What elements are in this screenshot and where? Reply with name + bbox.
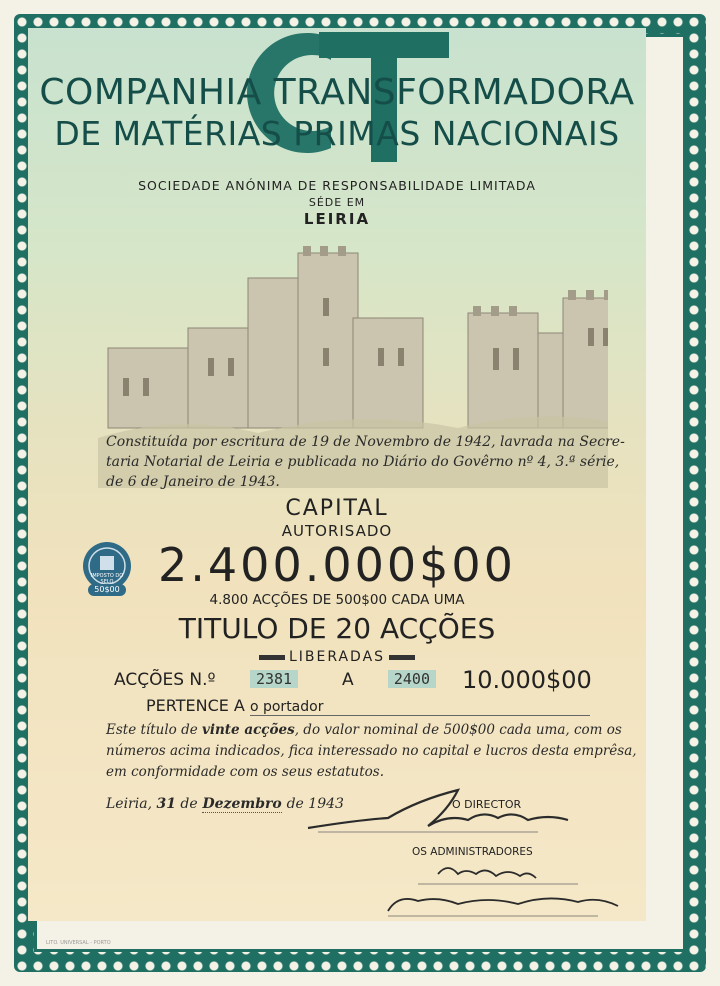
shares-value: 10.000$00: [462, 666, 592, 694]
shares-from: 2381: [250, 670, 298, 688]
title-main: TITULO DE 20 ACÇÕES: [178, 612, 496, 645]
shares-description: 4.800 ACÇÕES DE 500$00 CADA UMA: [209, 592, 465, 608]
date-place: Leiria,: [106, 796, 153, 812]
stamp-value: 50$00: [94, 585, 120, 594]
date-de2: de: [286, 796, 304, 812]
seat-label: SÉDE EM: [308, 196, 366, 209]
shares-to: 2400: [388, 670, 436, 688]
title-sub-row: [28, 649, 646, 665]
clause-line1-bold: vinte acções: [202, 722, 295, 738]
capital-label: CAPITAL: [285, 496, 389, 521]
owner-name: o portador: [250, 699, 590, 716]
legal-form: SOCIEDADE ANÓNIMA DE RESPONSABILIDADE LIMITADA: [138, 178, 536, 193]
company-name-line1: COMPANHIA TRANSFORMADORA: [39, 72, 635, 113]
administrators-label: OS ADMINISTRADORES: [412, 846, 533, 858]
seat-city: LEIRIA: [303, 210, 371, 228]
date-month: Dezembro: [202, 796, 282, 812]
date-day: 31: [156, 796, 176, 812]
director-signature: [298, 780, 588, 840]
capital-amount: 2.400.000$00: [158, 538, 516, 592]
constitution-line3: de 6 de Janeiro de 1943.: [106, 474, 280, 490]
shares-connector: A: [342, 670, 354, 690]
director-label: O DIRECTOR: [452, 798, 522, 811]
clause-line1-post: , do valor nominal de 500$00 cada uma, com os: [294, 722, 622, 738]
castle-illustration: [98, 238, 608, 488]
clause-line2: números acima indicados, fica interessado no capital e lucros desta emprêsa,: [106, 743, 637, 759]
date-year: 1943: [308, 796, 344, 812]
clause-line3: em conformidade com os seus estatutos.: [106, 764, 385, 780]
capital-sublabel: AUTORISADO: [281, 522, 393, 540]
title-sub: LIBERADAS: [288, 649, 386, 665]
printer-mark: LITO. UNIVERSAL - PORTO: [46, 940, 111, 946]
dash-right: [389, 655, 415, 660]
owner-label: PERTENCE A: [146, 696, 245, 715]
clause-line1: [106, 722, 622, 738]
dash-left: [259, 655, 285, 660]
company-name-line2: DE MATÉRIAS PRIMAS NACIONAIS: [54, 114, 620, 153]
administrator-signatures: [358, 856, 628, 926]
constitution-line2: taria Notarial de Leiria e publicada no Diário do Govêrno nº 4, 3.ª série,: [106, 454, 620, 470]
certificate-panel: [28, 28, 646, 921]
constitution-line1: Constituída por escritura de 19 de Novembro de 1942, lavrada na Secre-: [106, 434, 625, 450]
stamp-text: IMPOSTO DO SELO: [90, 573, 124, 585]
date-de1: de: [180, 796, 198, 812]
shares-number-label: ACÇÕES N.º: [114, 670, 216, 690]
clause-line1-pre: Este título de: [106, 722, 203, 738]
